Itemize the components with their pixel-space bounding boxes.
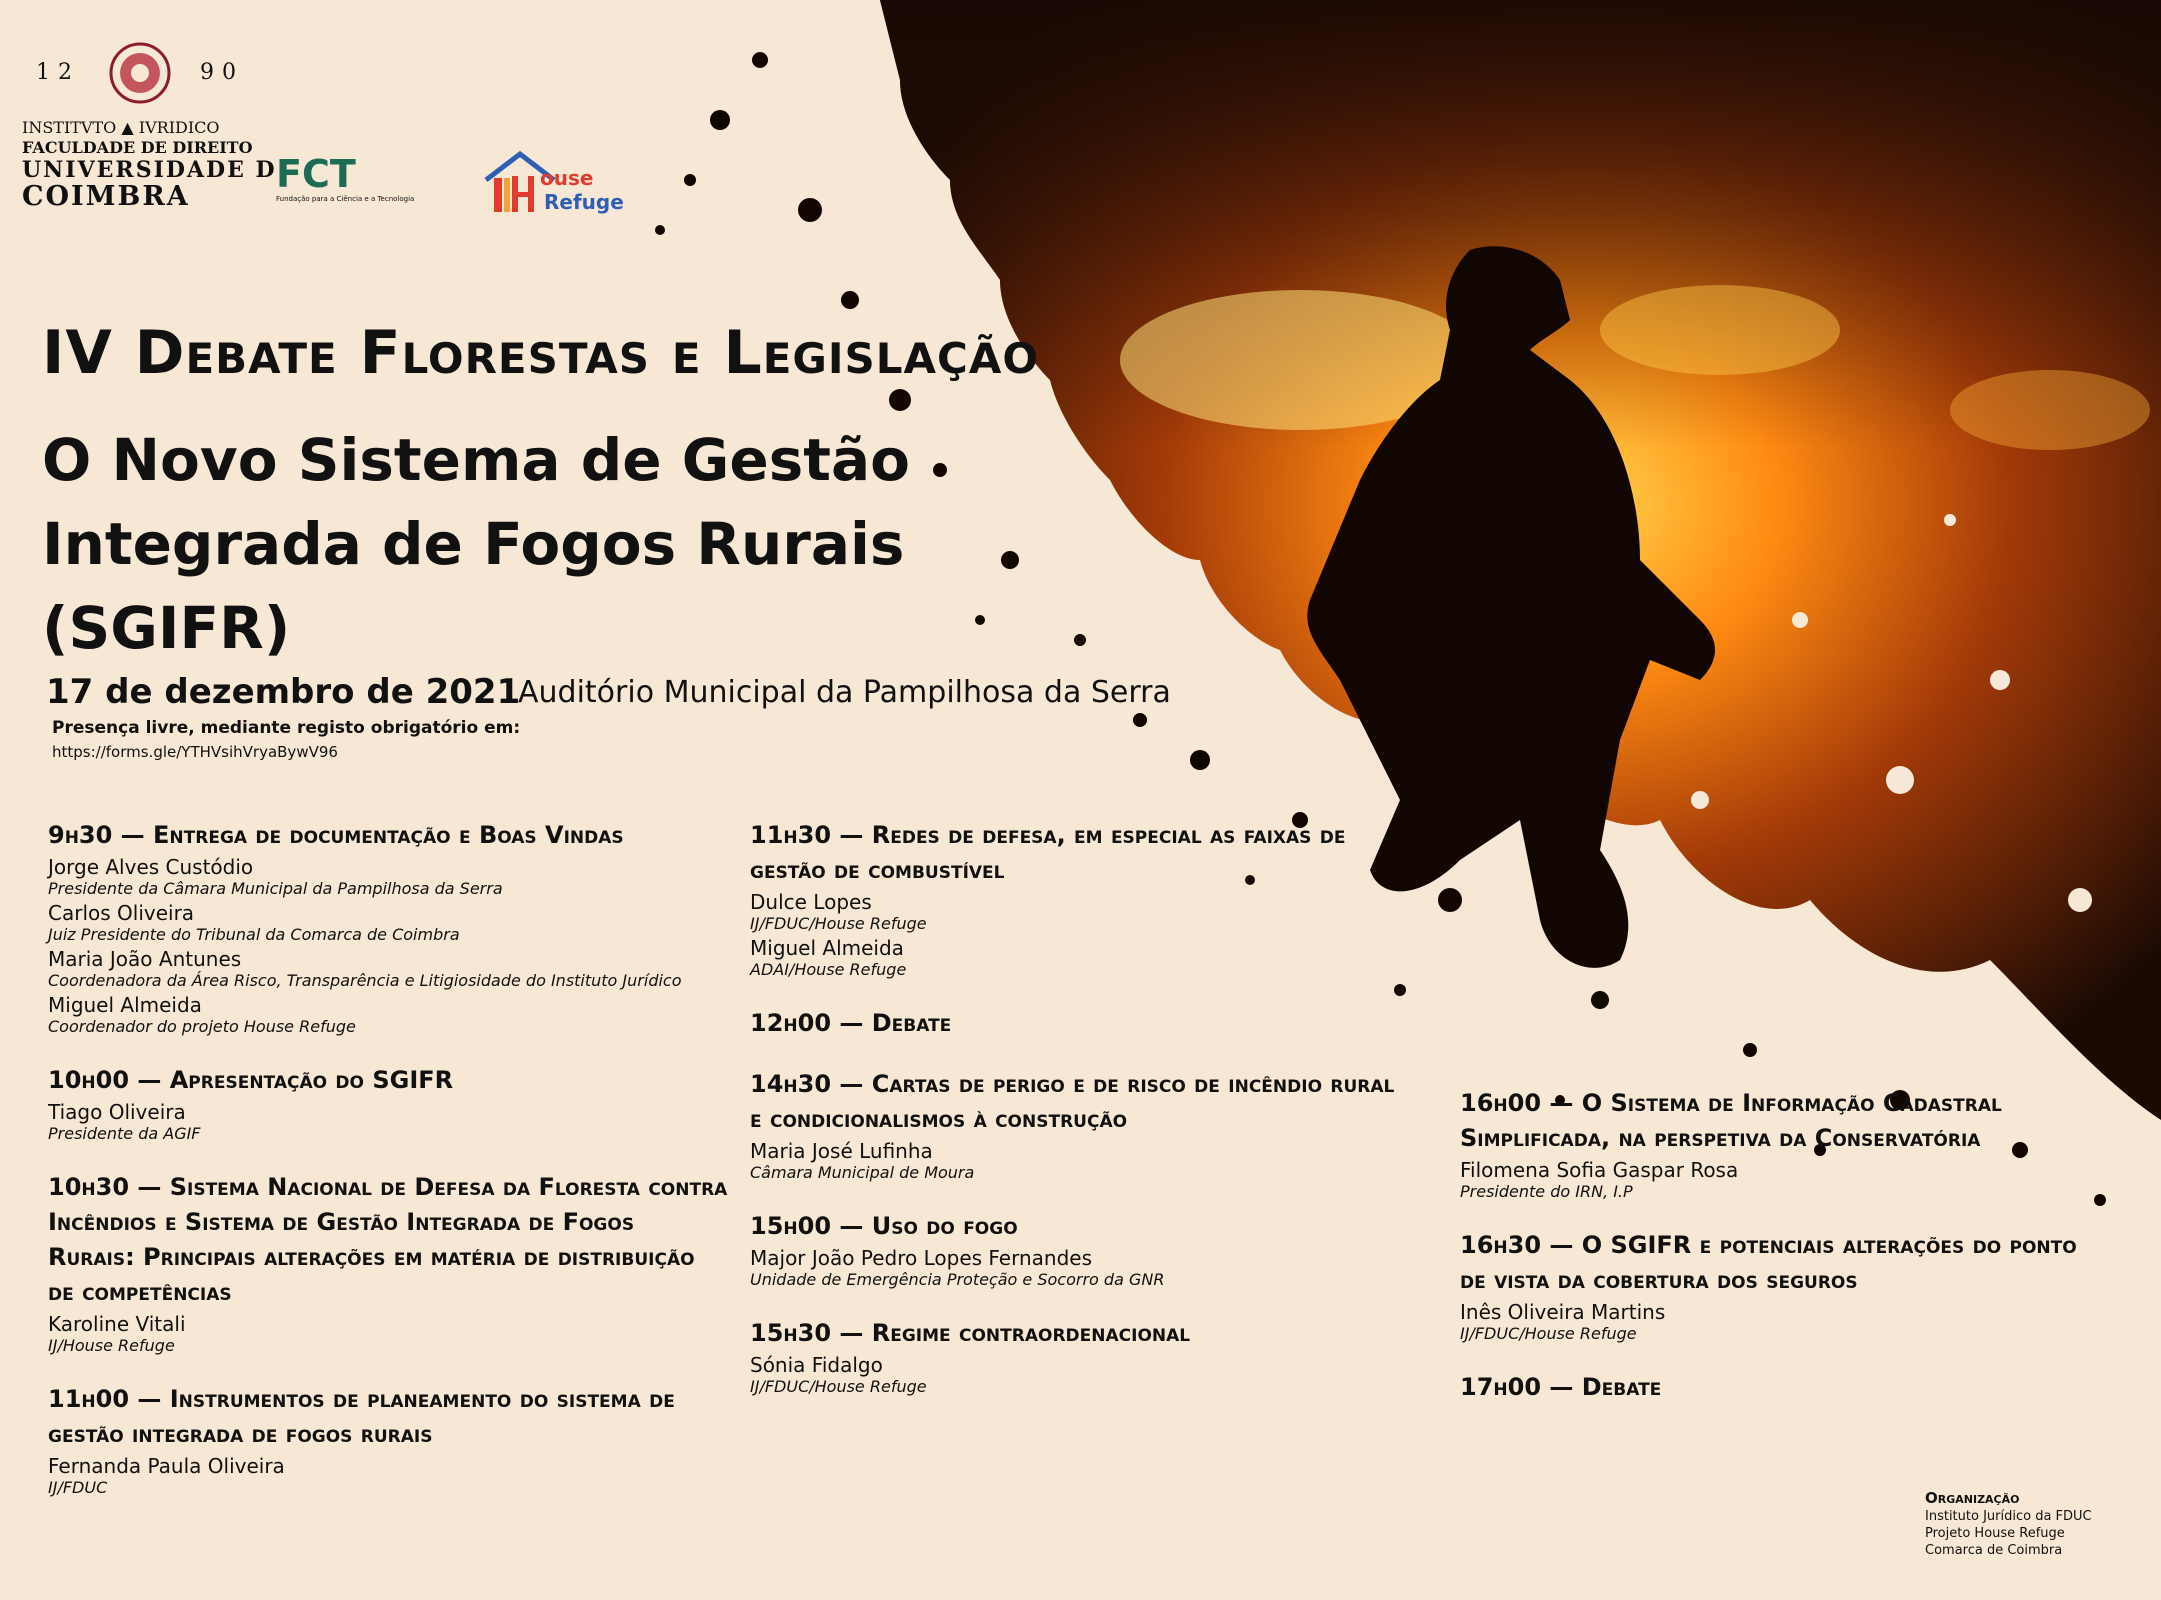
speaker-name: Sónia Fidalgo bbox=[750, 1353, 883, 1377]
year-left: 12 bbox=[36, 60, 80, 85]
program-slot bbox=[48, 818, 728, 1037]
program-slot-title: 15h30 — Regime contraordenacional bbox=[750, 1319, 1191, 1347]
speaker-role: IJ/FDUC/House Refuge bbox=[750, 1377, 927, 1396]
program-column-morning bbox=[48, 818, 728, 1524]
speaker-role: ADAI/House Refuge bbox=[750, 960, 907, 979]
city-name: COIMBRA bbox=[22, 181, 190, 212]
speaker-name: Major João Pedro Lopes Fernandes bbox=[750, 1246, 1093, 1270]
registration-note: Presença livre, mediante registo obrigatório em: bbox=[52, 718, 521, 738]
university-seal-icon bbox=[109, 42, 171, 104]
speaker-role: IJ/FDUC/House Refuge bbox=[750, 914, 927, 933]
speaker-role: Presidente do IRN, I.P bbox=[1460, 1182, 1633, 1201]
speaker-role: Unidade de Emergência Proteção e Socorro da GNR bbox=[750, 1270, 1165, 1289]
program-slot bbox=[1460, 1370, 2080, 1405]
speaker-role: IJ/FDUC/House Refuge bbox=[1460, 1324, 1637, 1343]
speaker-name: Carlos Oliveira bbox=[48, 901, 195, 925]
institute-name: INSTITVTO ▲ IVRIDICO bbox=[22, 118, 220, 137]
program-slot-title: 16h30 — O SGIFR e potenciais alterações do ponto de vista da cobertura dos seguros bbox=[1460, 1231, 2077, 1294]
speaker-role: Coordenadora da Área Risco, Transparência e Litigiosidade do Instituto Jurídico bbox=[48, 971, 682, 990]
house-logo-text: ouse bbox=[540, 166, 594, 190]
program-slot bbox=[1460, 1228, 2080, 1344]
speaker-name: Inês Oliveira Martins bbox=[1460, 1300, 1666, 1324]
program-slot-title: 11h00 — Instrumentos de planeamento do sistema de gestão integrada de fogos rurais bbox=[48, 1385, 675, 1448]
speaker-role: IJ/House Refuge bbox=[48, 1336, 175, 1355]
speaker-name: Karoline Vitali bbox=[48, 1312, 186, 1336]
speaker-role: Presidente da Câmara Municipal da Pampilhosa da Serra bbox=[48, 879, 503, 898]
speaker-role: Presidente da AGIF bbox=[48, 1124, 201, 1143]
speaker-name: Fernanda Paula Oliveira bbox=[48, 1454, 285, 1478]
program-slot bbox=[750, 1006, 1410, 1041]
program-slot bbox=[750, 1067, 1410, 1183]
speaker-name: Dulce Lopes bbox=[750, 890, 872, 914]
program-slot bbox=[48, 1063, 728, 1144]
event-venue: Auditório Municipal da Pampilhosa da Serra bbox=[518, 675, 1171, 710]
organization-line: Instituto Jurídico da FDUC bbox=[1925, 1509, 2092, 1524]
program-slot-title: 15h00 — Uso do fogo bbox=[750, 1212, 1018, 1240]
program-slot-title: 11h30 — Redes de defesa, em especial as faixas de gestão de combustível bbox=[750, 821, 1346, 884]
year-right: 90 bbox=[200, 60, 244, 85]
program-slot bbox=[750, 818, 1410, 980]
program-slot-title: 10h00 — Apresentação do SGIFR bbox=[48, 1066, 454, 1094]
program-slot bbox=[750, 1316, 1410, 1397]
speaker-name: Maria José Lufinha bbox=[750, 1139, 933, 1163]
program-column-afternoon bbox=[1460, 1086, 2080, 1431]
organization-heading: Organização bbox=[1925, 1489, 2020, 1507]
speaker-name: Filomena Sofia Gaspar Rosa bbox=[1460, 1158, 1739, 1182]
program-slot-title: 17h00 — Debate bbox=[1460, 1373, 1662, 1401]
program-slot-title: 16h00 — O Sistema de Informação Cadastral Simplificada, na perspetiva da Conservatória bbox=[1460, 1089, 2002, 1152]
speaker-role: IJ/FDUC bbox=[48, 1478, 108, 1497]
program-slot bbox=[48, 1382, 728, 1498]
faculty-name: FACULDADE DE DIREITO bbox=[22, 138, 253, 157]
program-slot-title: 12h00 — Debate bbox=[750, 1009, 952, 1037]
speaker-role: Câmara Municipal de Moura bbox=[750, 1163, 975, 1182]
fct-subtitle: Fundação para a Ciência e a Tecnologia bbox=[276, 195, 415, 203]
program-slot-title: 9h30 — Entrega de documentação e Boas Vindas bbox=[48, 821, 624, 849]
speaker-name: Tiago Oliveira bbox=[48, 1100, 186, 1124]
university-name: UNIVERSIDADE D bbox=[22, 157, 277, 183]
refuge-logo-text: Refuge bbox=[544, 190, 624, 214]
program-slot bbox=[48, 1170, 728, 1356]
speaker-role: Juiz Presidente do Tribunal da Comarca de Coimbra bbox=[48, 925, 460, 944]
speaker-name: Miguel Almeida bbox=[750, 936, 904, 960]
program-slot bbox=[750, 1209, 1410, 1290]
speaker-name: Maria João Antunes bbox=[48, 947, 242, 971]
instituto-juridico-logo bbox=[22, 118, 277, 212]
fct-logo: FCT bbox=[276, 152, 356, 196]
event-date: 17 de dezembro de 2021 bbox=[46, 672, 521, 712]
speaker-name: Jorge Alves Custódio bbox=[48, 855, 254, 879]
house-refuge-logo bbox=[482, 150, 622, 216]
program-slot-title: 10h30 — Sistema Nacional de Defesa da Floresta contra Incêndios e Sistema de Gestão Integrada de Fogos Rurais: Principais alterações em matéria de distribuição de competências bbox=[48, 1173, 728, 1306]
registration-link[interactable]: https://forms.gle/YTHVsihVryaBywV96 bbox=[52, 743, 338, 761]
organization-line: Comarca de Coimbra bbox=[1925, 1543, 2063, 1558]
university-year bbox=[36, 42, 244, 104]
speaker-role: Coordenador do projeto House Refuge bbox=[48, 1017, 356, 1036]
event-main-title: O Novo Sistema de Gestão Integrada de Fogos Rurais (SGIFR) bbox=[42, 426, 910, 662]
program-column-midday bbox=[750, 818, 1410, 1423]
program-slot bbox=[1460, 1086, 2080, 1202]
program-slot-title: 14h30 — Cartas de perigo e de risco de incêndio rural e condicionalismos à construção bbox=[750, 1070, 1395, 1133]
speaker-name: Miguel Almeida bbox=[48, 993, 202, 1017]
organization-line: Projeto House Refuge bbox=[1925, 1526, 2065, 1541]
organization-block bbox=[1925, 1490, 2092, 1559]
event-series-title: IV Debate Florestas e Legislação bbox=[42, 318, 1040, 388]
